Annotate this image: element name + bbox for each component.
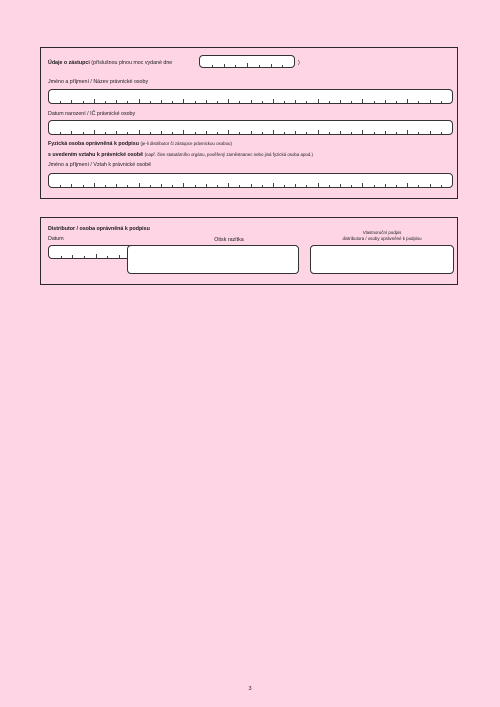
field-tick xyxy=(83,101,84,103)
birth-field-ticks xyxy=(49,121,452,134)
field-tick xyxy=(161,184,162,187)
stamp-label: Otisk razítka xyxy=(214,237,244,243)
field-tick xyxy=(217,132,218,134)
field-tick xyxy=(217,101,218,103)
field-tick xyxy=(139,183,140,187)
field-tick xyxy=(430,131,431,134)
field-tick xyxy=(284,132,285,134)
stamp-box[interactable] xyxy=(127,245,299,274)
field-tick xyxy=(195,185,196,187)
field-tick xyxy=(228,183,229,187)
field-tick xyxy=(228,99,229,103)
field-tick xyxy=(441,101,442,103)
representative-section xyxy=(40,47,458,199)
field-tick xyxy=(259,65,260,67)
field-tick xyxy=(116,184,117,187)
field-tick xyxy=(385,100,386,103)
field-tick xyxy=(273,183,274,187)
field-tick xyxy=(329,101,330,103)
field-tick xyxy=(212,65,213,67)
field-tick xyxy=(71,184,72,187)
field-tick xyxy=(418,185,419,187)
field-tick xyxy=(262,132,263,134)
relation-field-ticks xyxy=(49,174,452,187)
field-tick xyxy=(351,185,352,187)
field-tick xyxy=(282,65,283,67)
field-tick xyxy=(407,99,408,103)
field-tick xyxy=(295,131,296,134)
distributor-heading: Distributor / osoba oprávněná k podpisu xyxy=(48,226,150,232)
field-tick xyxy=(172,132,173,134)
field-tick xyxy=(183,130,184,134)
field-tick xyxy=(206,100,207,103)
field-tick xyxy=(217,185,218,187)
field-tick xyxy=(262,185,263,187)
representative-heading-bold: Údaje o zástupci xyxy=(48,60,90,66)
field-tick xyxy=(306,101,307,103)
field-tick xyxy=(318,130,319,134)
field-tick xyxy=(251,131,252,134)
field-tick xyxy=(94,130,95,134)
field-tick xyxy=(228,130,229,134)
field-tick xyxy=(61,256,62,258)
field-tick xyxy=(329,132,330,134)
field-tick xyxy=(60,101,61,103)
page-number: 3 xyxy=(248,686,252,692)
field-tick xyxy=(385,184,386,187)
field-tick xyxy=(306,132,307,134)
name-label: Jméno a příjmení / Název právnické osoby xyxy=(48,79,149,85)
field-tick xyxy=(150,101,151,103)
name-field-ticks xyxy=(49,90,452,103)
field-tick xyxy=(172,101,173,103)
representative-heading-note: (příslušnou plnou moc vydané dne xyxy=(91,60,173,66)
field-tick xyxy=(139,130,140,134)
field-tick xyxy=(374,132,375,134)
field-tick xyxy=(396,101,397,103)
field-tick xyxy=(362,183,363,187)
field-tick xyxy=(273,130,274,134)
field-tick xyxy=(247,63,248,67)
field-tick xyxy=(60,185,61,187)
name-field[interactable] xyxy=(48,89,453,104)
field-tick xyxy=(251,184,252,187)
field-tick xyxy=(127,185,128,187)
field-tick xyxy=(105,101,106,103)
field-tick xyxy=(139,99,140,103)
field-tick xyxy=(239,132,240,134)
field-tick xyxy=(235,65,236,67)
field-tick xyxy=(206,131,207,134)
field-tick xyxy=(71,100,72,103)
representative-heading xyxy=(48,60,172,66)
date-field-ticks xyxy=(200,56,294,67)
field-tick xyxy=(418,132,419,134)
signature-label-line2: distributora / osoby oprávněné k podpisu xyxy=(342,236,422,241)
field-tick xyxy=(340,131,341,134)
field-tick xyxy=(127,132,128,134)
field-tick xyxy=(71,131,72,134)
authorized-note: (je-li distributor či zástupce právnickou osobou) xyxy=(140,141,232,146)
signature-box[interactable] xyxy=(310,245,454,274)
field-tick xyxy=(430,100,431,103)
field-tick xyxy=(306,185,307,187)
field-tick xyxy=(374,185,375,187)
field-tick xyxy=(183,183,184,187)
field-tick xyxy=(385,131,386,134)
field-tick xyxy=(351,132,352,134)
relation-note: (např. člen statutárního orgánu, pověřený zaměstnanec nebo jiná fyzická osoba apod.) xyxy=(144,152,313,157)
field-tick xyxy=(150,185,151,187)
field-tick xyxy=(84,256,85,258)
field-tick xyxy=(116,131,117,134)
representative-heading-close: ) xyxy=(298,60,300,66)
authorized-heading-bold: Fyzická osoba oprávněná k podpisu xyxy=(48,141,139,147)
field-tick xyxy=(374,101,375,103)
field-tick xyxy=(119,255,120,258)
date-label: Datum xyxy=(48,236,64,242)
relation-field[interactable] xyxy=(48,173,453,188)
field-tick xyxy=(60,132,61,134)
authorized-heading xyxy=(48,141,232,147)
field-tick xyxy=(318,99,319,103)
field-tick xyxy=(83,185,84,187)
field-tick xyxy=(239,101,240,103)
field-tick xyxy=(362,99,363,103)
field-tick xyxy=(172,185,173,187)
field-tick xyxy=(340,100,341,103)
birth-id-field[interactable] xyxy=(48,120,453,135)
field-tick xyxy=(107,256,108,258)
field-tick xyxy=(116,100,117,103)
birth-label: Datum narození / IČ právnické osoby xyxy=(48,111,136,117)
field-tick xyxy=(396,132,397,134)
field-tick xyxy=(284,101,285,103)
field-tick xyxy=(239,185,240,187)
field-tick xyxy=(206,184,207,187)
field-tick xyxy=(295,100,296,103)
field-tick xyxy=(105,185,106,187)
field-tick xyxy=(195,101,196,103)
field-tick xyxy=(127,101,128,103)
field-tick xyxy=(396,185,397,187)
field-tick xyxy=(430,184,431,187)
field-tick xyxy=(195,132,196,134)
field-tick xyxy=(150,132,151,134)
field-tick xyxy=(273,99,274,103)
field-tick xyxy=(441,185,442,187)
field-tick xyxy=(94,99,95,103)
signature-label-line1: Vlastnoruční podpis xyxy=(362,230,402,235)
power-of-attorney-date-field[interactable] xyxy=(199,55,295,68)
field-tick xyxy=(224,64,225,67)
field-tick xyxy=(161,100,162,103)
field-tick xyxy=(251,100,252,103)
relation-heading-bold: s uvedením vztahu k právnické osobě xyxy=(48,152,144,158)
field-tick xyxy=(362,130,363,134)
distributor-section xyxy=(40,217,458,285)
field-tick xyxy=(284,185,285,187)
field-tick xyxy=(418,101,419,103)
field-tick xyxy=(262,101,263,103)
field-tick xyxy=(441,132,442,134)
relation-heading xyxy=(48,152,313,158)
field-tick xyxy=(105,132,106,134)
field-tick xyxy=(340,184,341,187)
field-tick xyxy=(318,183,319,187)
field-tick xyxy=(407,183,408,187)
field-tick xyxy=(329,185,330,187)
field-tick xyxy=(351,101,352,103)
field-tick xyxy=(72,255,73,258)
field-tick xyxy=(83,132,84,134)
field-tick xyxy=(271,64,272,67)
field-tick xyxy=(407,130,408,134)
field-tick xyxy=(96,254,97,258)
field-tick xyxy=(161,131,162,134)
field-tick xyxy=(94,183,95,187)
field-tick xyxy=(295,184,296,187)
field-tick xyxy=(183,99,184,103)
relation-label: Jméno a příjmení / Vztah k právnické osobě xyxy=(48,162,152,168)
